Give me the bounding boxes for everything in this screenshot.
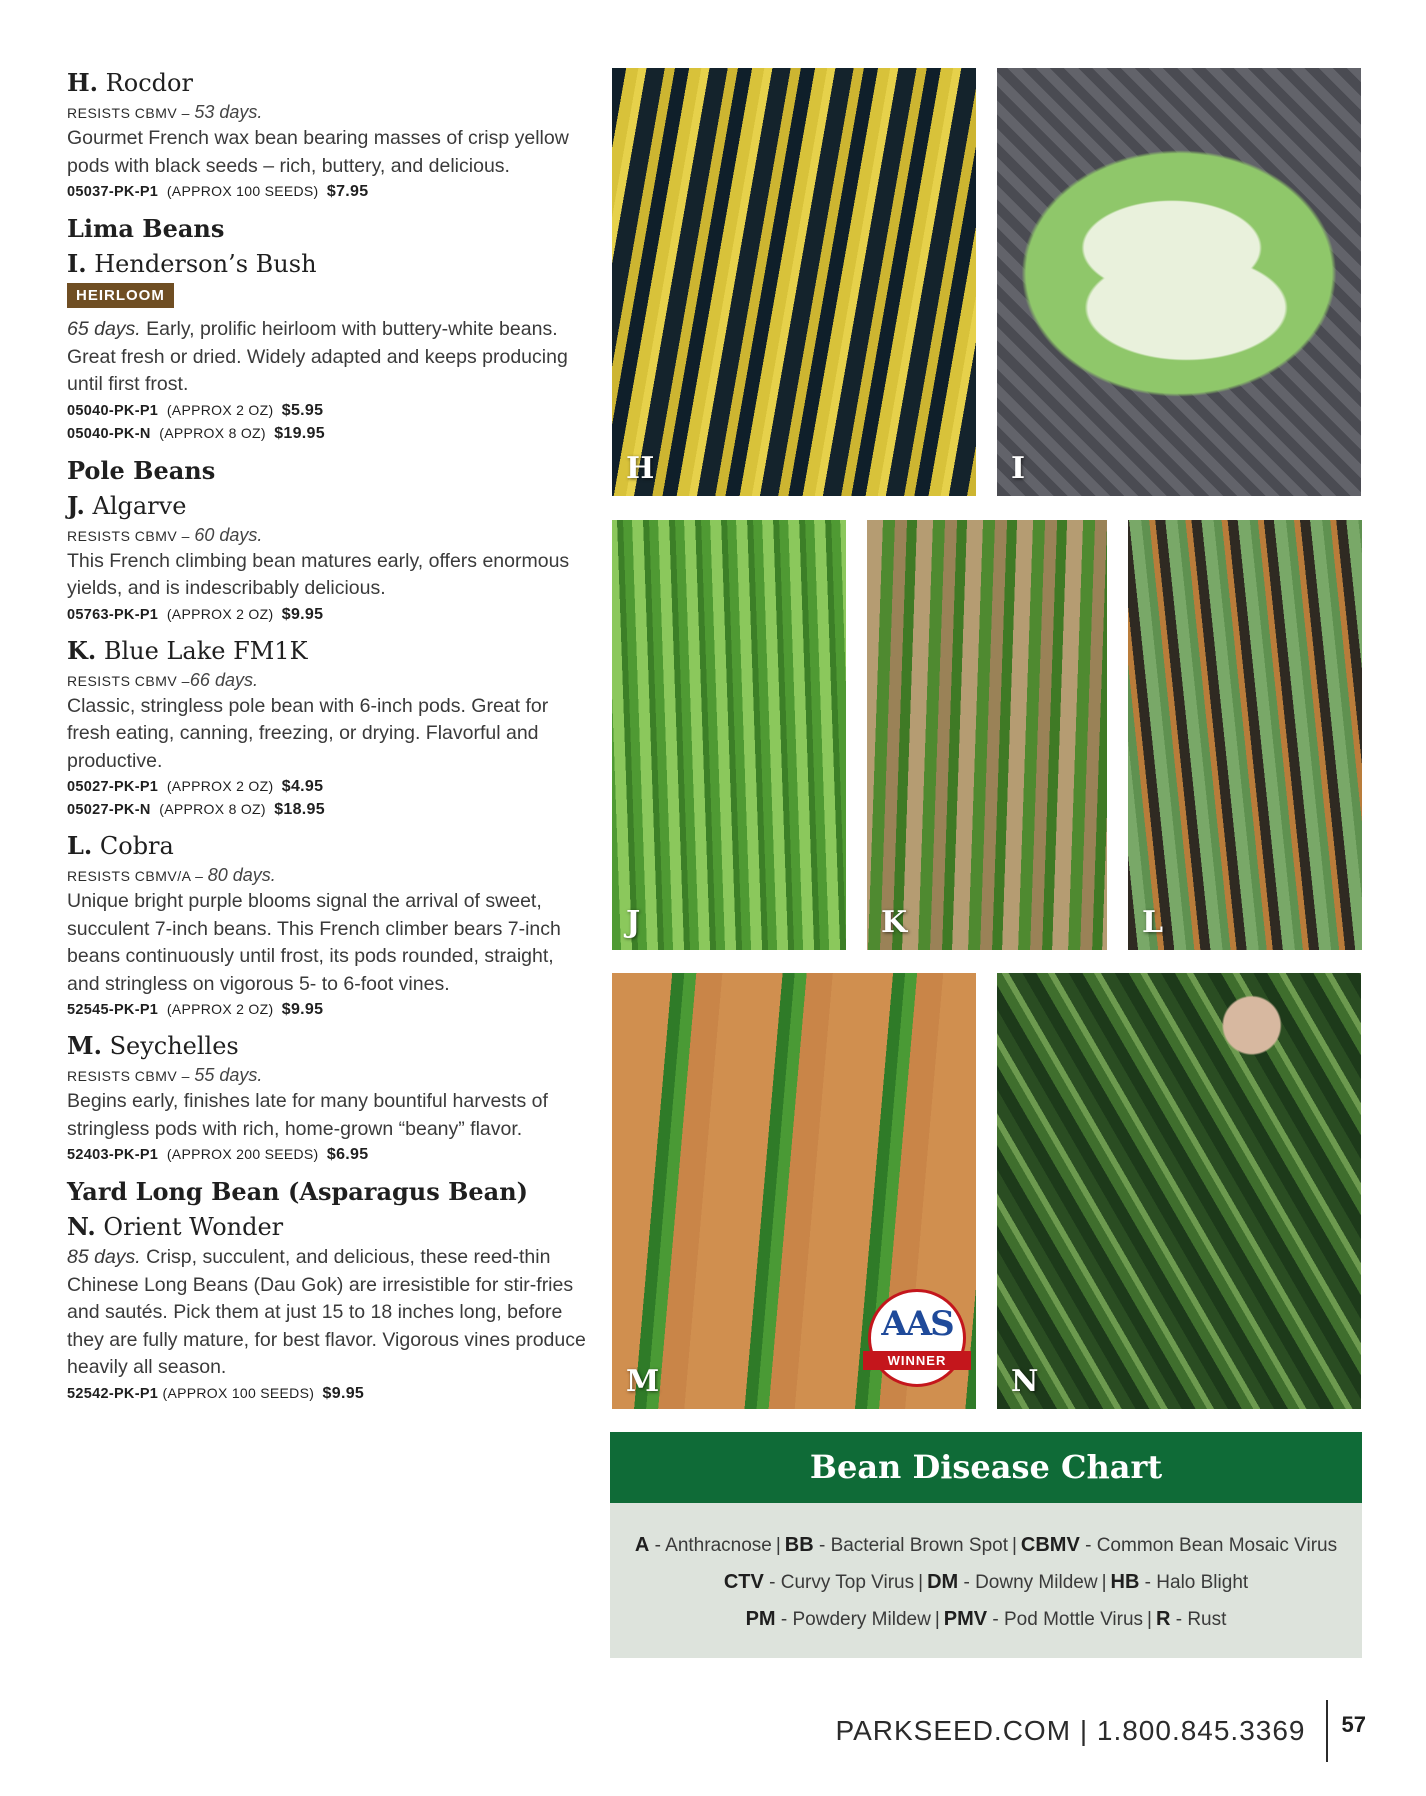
photo-label: I	[1011, 451, 1026, 486]
product-list	[67, 68, 587, 1415]
resistance: RESISTS CBMV – 60 days.	[67, 524, 263, 545]
variety-name: J. Algarve	[67, 490, 187, 520]
sku-line: 05040-PK-N (APPROX 8 OZ) $19.95	[67, 424, 325, 442]
legend-line: PM - Powdery Mildew | PMV - Pod Mottle Virus | R - Rust	[745, 1608, 1227, 1630]
section-title-lima: Lima Beans	[67, 214, 225, 243]
product-j	[67, 491, 587, 626]
variety-name: K. Blue Lake FM1K	[67, 635, 308, 665]
variety-name: I. Henderson’s Bush	[67, 249, 317, 278]
variety-name: N. Orient Wonder	[67, 1212, 284, 1241]
photo-cobra-beans	[1128, 520, 1362, 950]
photo-seychelles-beans	[612, 973, 976, 1409]
product-n	[67, 1212, 587, 1405]
sku-line: 52545-PK-P1 (APPROX 2 OZ) $9.95	[67, 1001, 324, 1018]
photo-label: N	[1011, 1364, 1039, 1399]
product-m	[67, 1031, 587, 1166]
photo-label: L	[1142, 905, 1164, 940]
page-footer	[836, 1700, 1366, 1762]
product-h	[67, 68, 587, 203]
sku-line: 05027-PK-N (APPROX 8 OZ) $18.95	[67, 801, 325, 818]
page-number: 57	[1341, 1712, 1366, 1737]
photo-algarve-beans	[612, 520, 846, 950]
description: Unique bright purple blooms signal the arrival of sweet, succulent 7-inch beans. This French climber bears 7-inch beans continuously until frost, its pods rounded, straight, and stringless on vigorous 5- to 6-foot vines.	[67, 890, 561, 995]
footer-divider	[1326, 1700, 1328, 1762]
aas-winner-logo: AAS WINNER	[868, 1289, 966, 1387]
product-i	[67, 249, 587, 445]
bean-disease-chart	[610, 1432, 1362, 1658]
description: 65 days. Early, prolific heirloom with buttery-white beans. Great fresh or dried. Widely adapted and keeps producing until first frost.	[67, 318, 568, 395]
heirloom-badge: HEIRLOOM	[67, 283, 174, 308]
photo-label: M	[626, 1364, 660, 1399]
sku-line: 05037-PK-P1 (APPROX 100 SEEDS) $7.95	[67, 183, 369, 200]
product-k	[67, 636, 587, 822]
section-title-yard-long: Yard Long Bean (Asparagus Bean)	[67, 1177, 529, 1206]
variety-name: H. Rocdor	[67, 68, 193, 97]
resistance: RESISTS CBMV –66 days.	[67, 669, 258, 690]
sku-line: 52403-PK-P1 (APPROX 200 SEEDS) $6.95	[67, 1146, 369, 1163]
sku-line: 05763-PK-P1 (APPROX 2 OZ) $9.95	[67, 605, 324, 623]
variety-name: L. Cobra	[67, 831, 174, 860]
resistance: RESISTS CBMV – 55 days.	[67, 1065, 263, 1085]
photo-lima-beans	[997, 68, 1361, 496]
legend-line: A - Anthracnose | BB - Bacterial Brown Spot | CBMV - Common Bean Mosaic Virus	[634, 1534, 1338, 1556]
chart-title: Bean Disease Chart	[610, 1432, 1362, 1503]
description: Gourmet French wax bean bearing masses of crisp yellow pods with black seeds – rich, buttery, and delicious.	[67, 127, 569, 177]
photo-blue-lake-beans	[867, 520, 1107, 950]
photo-label: K	[881, 905, 908, 940]
section-title-pole: Pole Beans	[67, 455, 216, 485]
legend-line: CTV - Curvy Top Virus | DM - Downy Mildew | HB - Halo Blight	[723, 1571, 1249, 1593]
chart-legend	[610, 1503, 1362, 1638]
sku-line: 05027-PK-P1 (APPROX 2 OZ) $4.95	[67, 778, 324, 795]
variety-name: M. Seychelles	[67, 1031, 239, 1060]
sku-line: 05040-PK-P1 (APPROX 2 OZ) $5.95	[67, 401, 324, 419]
description: Begins early, finishes late for many bountiful harvests of stringless pods with rich, home-grown “beany” flavor.	[67, 1090, 548, 1140]
product-l	[67, 831, 587, 1021]
sku-line: 52542-PK-P1 (APPROX 100 SEEDS) $9.95	[67, 1384, 365, 1402]
photo-label: H	[626, 451, 655, 486]
resistance: RESISTS CBMV – 53 days.	[67, 102, 263, 122]
description: This French climbing bean matures early, offers enormous yields, and is indescribably delicious.	[67, 549, 570, 599]
photo-rocdor-beans	[612, 68, 976, 496]
site-and-phone[interactable]: PARKSEED.COM | 1.800.845.3369	[835, 1715, 1306, 1746]
description: Classic, stringless pole bean with 6-inch pods. Great for fresh eating, canning, freezing, or drying. Flavorful and productive.	[67, 694, 549, 772]
description: 85 days. Crisp, succulent, and delicious, these reed-thin Chinese Long Beans (Dau Gok) are irresistible for stir-fries and sautés. Pick them at just 15 to 18 inches long, before they are fully mature, for best flavor. Vigorous vines produce heavily all season.	[67, 1246, 586, 1378]
photo-orient-wonder-beans	[997, 973, 1361, 1409]
photo-label: J	[626, 905, 641, 940]
resistance: RESISTS CBMV/A – 80 days.	[67, 865, 276, 885]
